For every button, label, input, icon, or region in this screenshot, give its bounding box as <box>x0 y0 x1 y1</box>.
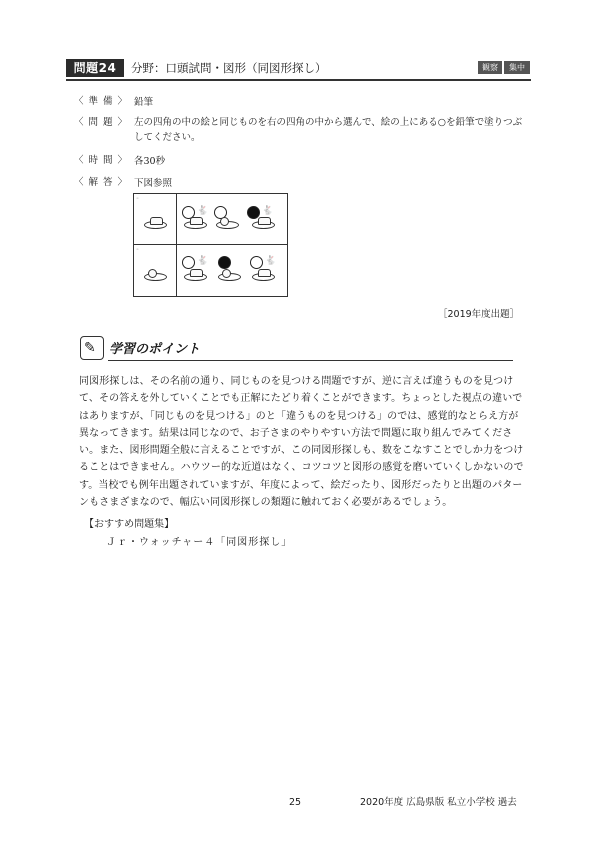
preparation-label: 〈 準 備 〉 <box>74 96 129 107</box>
problem-text: 左の四角の中の絵と同じものを右の四角の中から選んで、絵の上にある○を鉛筆で塗りつぶしてください。 <box>134 117 523 143</box>
dish-picture <box>252 273 275 281</box>
point-body: 同図形探しは、その名前の通り、同じものを見つける問題ですが、逆に言えば違うものを見つけて、その答えを外していくことでも正解にたどり着くことができます。ちょっとした視点の違いではありますが、「同じものを見つける」のと「違うものを見つける」のでは、感覚的なとらえ方が異なってきます。結果は同じなので、お子さまのやりやすい方法で問題に取り組んでみてください。また、図形問題全般に言えることですが、この同図形探しも、数をこなすことでしか力をつけることはできません。ハウツー的な近道はなく、コツコツと図形の感覚を磨いていくしかないのです。当校でも例年出題されていますが、年度によって、絵だったり、図形だったりと出題のパターンもさまざまなので、幅広い同図形探しの類題に触れておく必要があるでしょう。 <box>79 376 524 509</box>
figure-divider-horizontal <box>134 244 287 245</box>
choice-circle <box>250 256 263 269</box>
corner-mark: ◦ <box>136 196 139 202</box>
recommended-workbook-item: Ｊｒ・ウォッチャー４「同図形探し」 <box>106 537 293 548</box>
corner-mark: ◦ <box>136 247 139 253</box>
point-underline <box>108 360 513 361</box>
choice-circle <box>182 256 195 269</box>
time-value: 各30秒 <box>134 156 166 167</box>
dish-picture <box>216 221 239 229</box>
figure-divider-vertical <box>176 194 177 296</box>
problem-label: 〈 問 題 〉 <box>74 117 129 128</box>
sample-dish-picture <box>144 273 167 281</box>
header-divider <box>66 79 531 81</box>
page-number: 25 <box>289 797 302 808</box>
preparation-value: 鉛筆 <box>134 97 154 108</box>
year-note: ［2019年度出題］ <box>438 309 520 320</box>
choice-circle-selected <box>218 256 231 269</box>
rabbit-picture: 🐇 <box>262 206 274 216</box>
sample-dish-picture <box>144 221 167 229</box>
answer-figure <box>133 193 288 297</box>
time-label: 〈 時 間 〉 <box>74 155 129 166</box>
recommended-workbooks-heading: 【おすすめ問題集】 <box>84 519 175 530</box>
dish-picture <box>252 221 275 229</box>
pencil-icon: ✎ <box>80 336 104 360</box>
dish-picture <box>184 221 207 229</box>
dish-picture <box>218 273 241 281</box>
rabbit-picture: 🐇 <box>197 256 209 266</box>
question-category-title: 分野：口頭試問・図形（同図形探し） <box>131 61 327 75</box>
point-title: 学習のポイント <box>109 342 201 357</box>
rabbit-picture: 🐇 <box>197 206 209 216</box>
footer-text: 2020年度 広島県版 私立小学校 過去 <box>360 797 517 808</box>
answer-label: 〈 解 答 〉 <box>74 177 129 188</box>
skill-tag-observation: 観察 <box>478 61 502 74</box>
skill-tag-concentration: 集中 <box>504 61 530 74</box>
question-number-badge: 問題24 <box>66 59 124 77</box>
answer-value: 下図参照 <box>134 178 173 189</box>
dish-picture <box>184 273 207 281</box>
rabbit-picture: 🐇 <box>265 256 277 266</box>
